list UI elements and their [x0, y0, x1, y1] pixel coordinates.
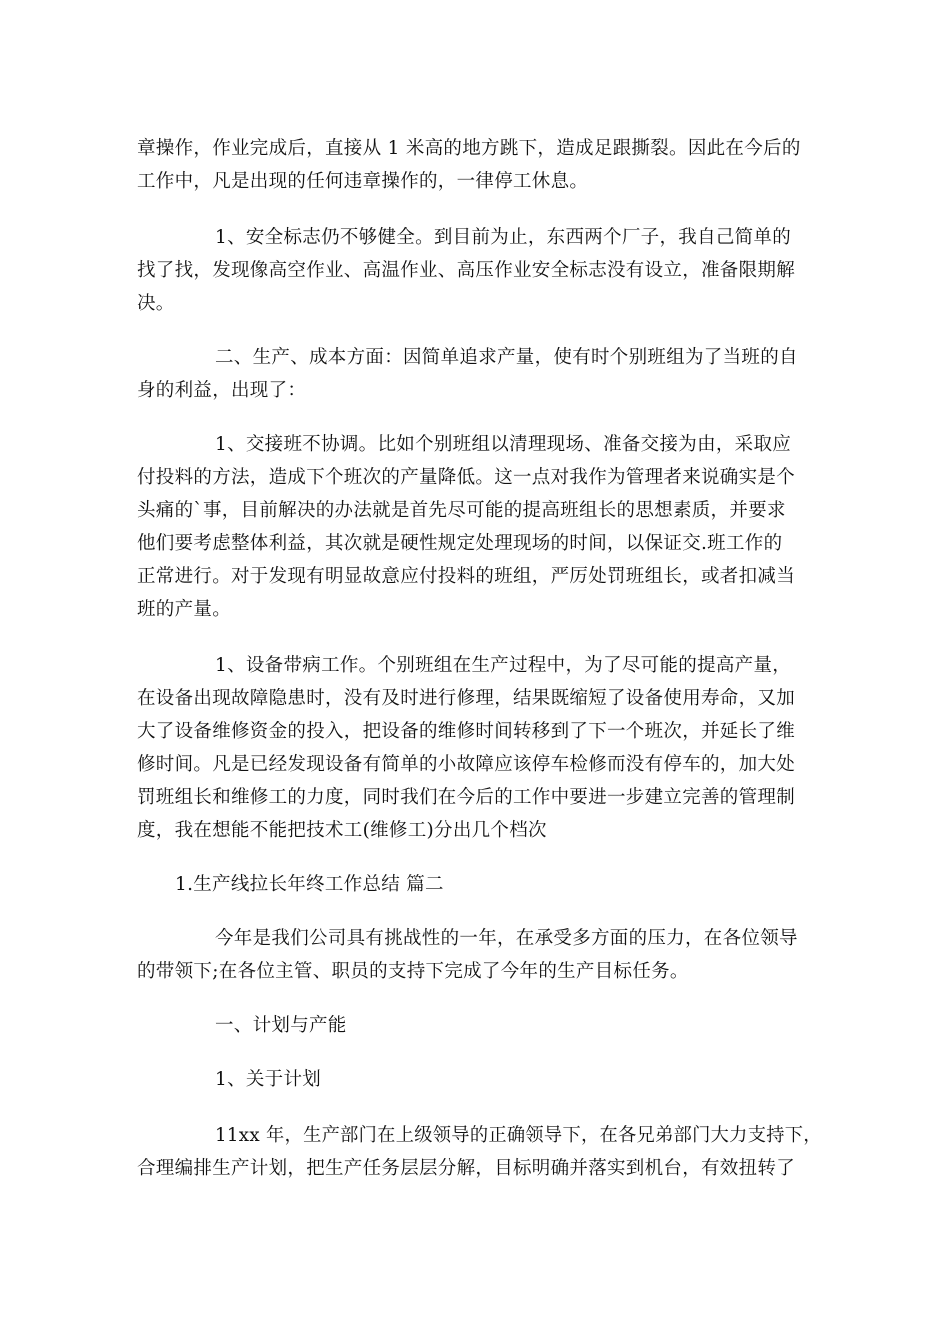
text-line: 付投料的方法，造成下个班次的产量降低。这一点对我作为管理者来说确实是个	[137, 467, 796, 488]
text-line: 找了找，发现像高空作业、高温作业、高压作业安全标志没有设立，准备限期解	[137, 260, 796, 281]
subheading: 一、计划与产能	[215, 1015, 347, 1036]
text-line: 班的产量。	[137, 599, 232, 620]
text-line: 1、交接班不协调。比如个别班组以清理现场、准备交接为由，采取应	[215, 434, 792, 455]
subheading: 1、关于计划	[215, 1069, 322, 1090]
text-line: 1、安全标志仍不够健全。到目前为止，东西两个厂子，我自己简单的	[215, 227, 792, 248]
text-line: 在设备出现故障隐患时，没有及时进行修理，结果既缩短了设备使用寿命，又加	[137, 688, 796, 709]
text-line: 合理编排生产计划，把生产任务层层分解，目标明确并落实到机台，有效扭转了	[137, 1158, 796, 1179]
text-line: 决。	[137, 293, 175, 314]
text-line: 今年是我们公司具有挑战性的一年，在承受多方面的压力，在各位领导	[215, 928, 798, 949]
text-line: 1、设备带病工作。个别班组在生产过程中，为了尽可能的提高产量，	[215, 655, 792, 676]
text-line: 二、生产、成本方面：因简单追求产量，使有时个别班组为了当班的自	[215, 347, 798, 368]
text-line: 罚班组长和维修工的力度，同时我们在今后的工作中要进一步建立完善的管理制	[137, 787, 796, 808]
text-line: 章操作，作业完成后，直接从 1 米高的地方跳下，造成足跟撕裂。因此在今后的	[137, 138, 801, 159]
text-line: 11xx 年，生产部门在上级领导的正确领导下，在各兄弟部门大力支持下，	[215, 1125, 822, 1146]
text-line: 度，我在想能不能把技术工(维修工)分出几个档次	[137, 820, 547, 841]
text-line: 头痛的`事，目前解决的办法就是首先尽可能的提高班组长的思想素质，并要求	[137, 500, 786, 521]
text-line: 工作中，凡是出现的任何违章操作的，一律停工休息。	[137, 171, 589, 192]
text-line: 身的利益，出现了：	[137, 380, 307, 401]
text-line: 的带领下;在各位主管、职员的支持下完成了今年的生产目标任务。	[137, 961, 689, 982]
text-line: 正常进行。对于发现有明显故意应付投料的班组，严厉处罚班组长，或者扣减当	[137, 566, 796, 587]
section-heading: 1.生产线拉长年终工作总结 篇二	[175, 874, 444, 895]
text-line: 他们要考虑整体利益，其次就是硬性规定处理现场的时间，以保证交.班工作的	[137, 533, 783, 554]
text-line: 修时间。凡是已经发现设备有简单的小故障应该停车检修而没有停车的，加大处	[137, 754, 796, 775]
text-line: 大了设备维修资金的投入，把设备的维修时间转移到了下一个班次，并延长了维	[137, 721, 796, 742]
